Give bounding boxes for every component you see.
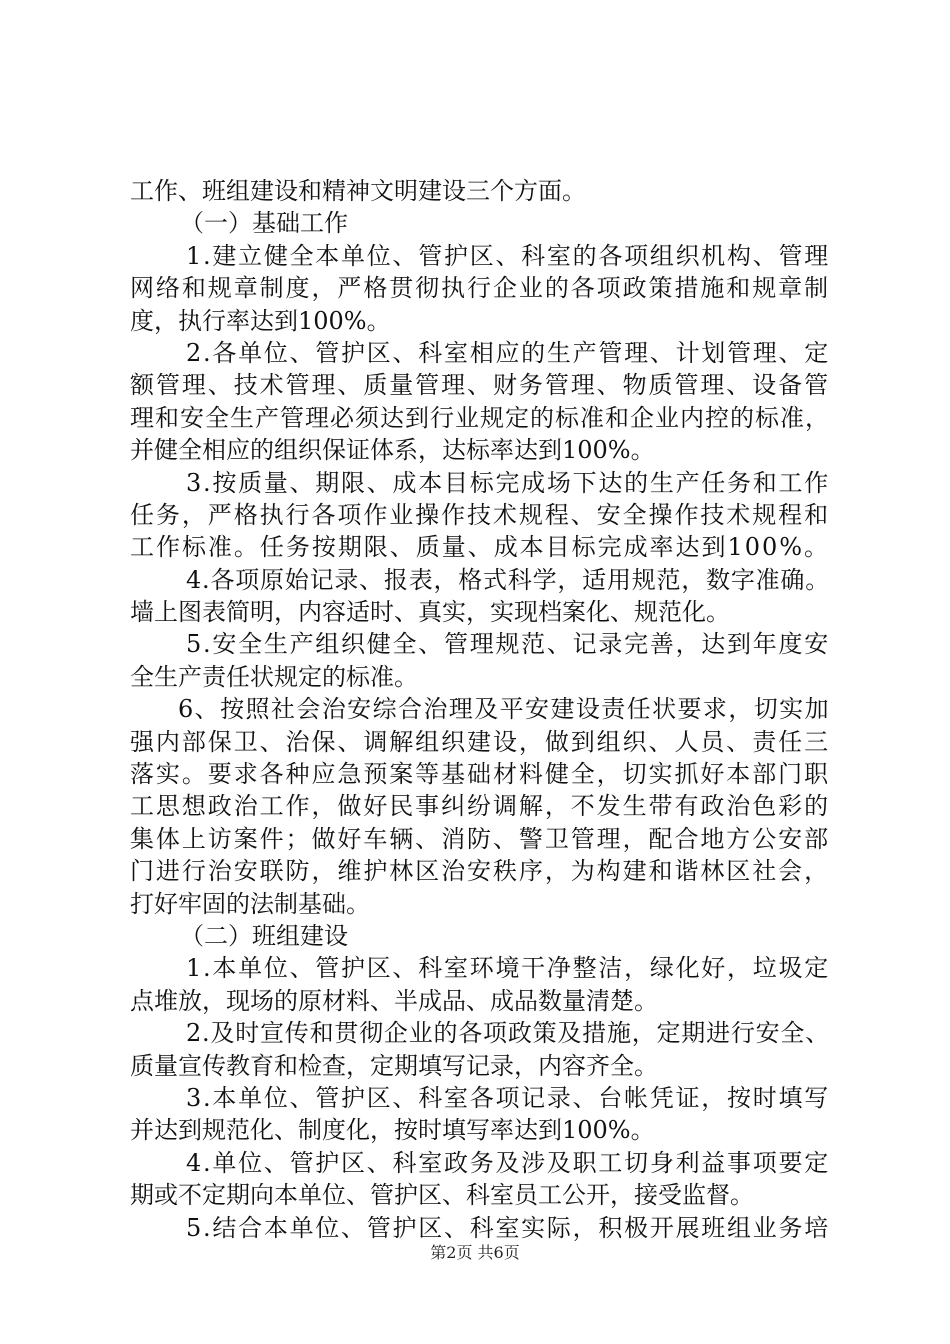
text-line: 并健全相应的组织保证体系，达标率达到100%。 [130,436,655,465]
text-line: 2.各单位、管护区、科室相应的生产管理、计划管理、定 [186,338,830,367]
text-line: 集体上访案件；做好车辆、消防、警卫管理，配合地方公安部 [130,824,830,853]
text-line: 质量宣传教育和检查，定期填写记录，内容齐全。 [130,1051,658,1080]
text-line: （一）基础工作 [180,209,348,238]
text-line: 落实。要求各种应急预案等基础材料健全，切实抓好本部门职 [130,760,830,789]
text-line: 1.建立健全本单位、管护区、科室的各项组织机构、管理 [186,241,830,270]
text-line: 5.结合本单位、管护区、科室实际，积极开展班组业务培 [186,1213,830,1242]
text-line: 2.及时宣传和贯彻企业的各项政策及措施，定期进行安全、 [186,1019,830,1048]
text-line: 4.单位、管护区、科室政务及涉及职工切身利益事项要定 [186,1148,830,1177]
text-line: 度，执行率达到100%。 [130,306,391,335]
text-line: 网络和规章制度，严格贯彻执行企业的各项政策措施和规章制 [130,274,830,303]
text-line: 强内部保卫、治保、调解组织建设，做到组织、人员、责任三 [130,727,830,756]
page-footer: 第2页 共6页 [430,1243,520,1262]
text-line: 5.安全生产组织健全、管理规范、记录完善，达到年度安 [186,630,830,659]
text-line: （二）班组建设 [180,921,348,950]
text-line: 3.本单位、管护区、科室各项记录、台帐凭证，按时填写 [186,1083,830,1112]
text-line: 任务，严格执行各项作业操作技术规程、安全操作技术规程和 [130,500,830,529]
text-line: 点堆放，现场的原材料、半成品、成品数量清楚。 [130,986,658,1015]
text-line: 4.各项原始记录、报表，格式科学，适用规范，数字准确。 [186,565,830,594]
text-line: 全生产责任状规定的标准。 [130,662,418,691]
text-line: 门进行治安联防，维护林区治安秩序，为构建和谐林区社会， [130,857,830,886]
text-line: 并达到规范化、制度化，按时填写率达到100%。 [130,1116,655,1145]
text-line: 打好牢固的法制基础。 [130,889,370,918]
body-text [130,175,830,1244]
text-line: 期或不定期向本单位、管护区、科室员工公开，接受监督。 [130,1181,754,1210]
text-line: 工作标准。任务按期限、质量、成本目标完成率达到100%。 [130,533,830,562]
text-line: 6、按照社会治安综合治理及平安建设责任状要求，切实加 [178,695,830,724]
text-line: 理和安全生产管理必须达到行业规定的标准和企业内控的标准， [130,403,830,432]
text-line: 墙上图表简明，内容适时、真实，实现档案化、规范化。 [130,598,730,627]
text-line: 3.按质量、期限、成本目标完成场下达的生产任务和工作 [186,468,830,497]
text-line: 工思想政治工作，做好民事纠纷调解，不发生带有政治色彩的 [130,792,830,821]
text-line: 1.本单位、管护区、科室环境干净整洁，绿化好，垃圾定 [186,954,830,983]
text-line: 工作、班组建设和精神文明建设三个方面。 [130,177,586,205]
text-line: 额管理、技术管理、质量管理、财务管理、物质管理、设备管 [130,371,830,400]
